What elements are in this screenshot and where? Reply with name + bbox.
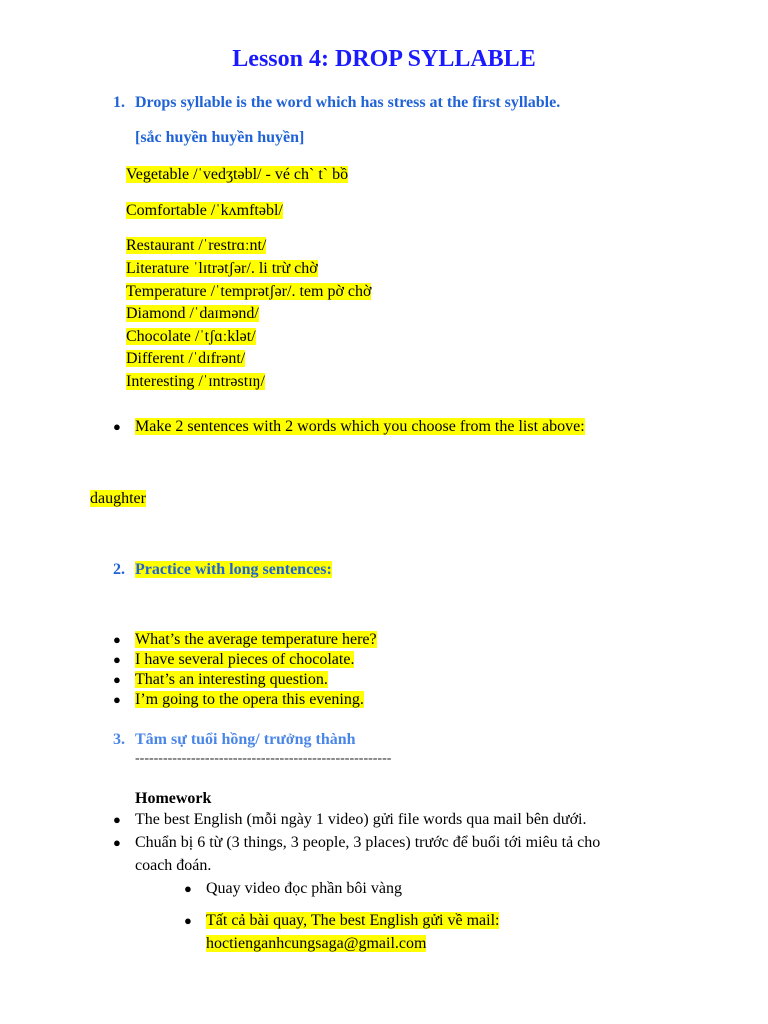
word-list-item <box>126 235 266 257</box>
bullet-icon: ● <box>113 672 121 687</box>
list-item <box>113 832 600 854</box>
bullet-icon: ● <box>184 881 192 896</box>
page-title: Lesson 4: DROP SYLLABLE <box>232 46 536 72</box>
loose-word <box>90 488 146 510</box>
bullet-icon: ● <box>113 835 121 850</box>
section-3-heading <box>113 731 356 749</box>
word-different: Different /ˈdɪfrənt/ <box>126 350 246 367</box>
bullet-icon: ● <box>113 692 121 707</box>
word-chocolate: Chocolate /ˈtʃɑːklət/ <box>126 328 256 345</box>
word-restaurant: Restaurant /ˈrestrɑːnt/ <box>126 237 267 254</box>
word-literature: Literature ˈlɪtrətʃər/. li trừ chờ <box>126 260 318 277</box>
section-2-number: 2. <box>113 561 125 578</box>
homework-item-text: The best English (mỗi ngày 1 video) gửi file words qua mail bên dưới. <box>135 811 587 828</box>
word-temperature: Temperature /ˈtemprətʃər/. tem pờ chờ <box>126 283 372 300</box>
divider-line: ------------------------------------------------------- <box>135 751 392 766</box>
word-vegetable: Vegetable /ˈvedʒtəbl/ - vé ch` t` bồ <box>126 166 349 183</box>
homework-item-continuation: coach đoán. <box>135 857 212 874</box>
section-3-heading-text: Tâm sự tuổi hồng/ trưởng thành <box>135 731 356 748</box>
subitem-text: Quay video đọc phần bôi vàng <box>206 880 402 897</box>
bullet-icon: ● <box>113 812 121 827</box>
word-list-item <box>126 326 256 348</box>
word-list-item <box>126 371 265 393</box>
homework-item-text: Chuẩn bị 6 từ (3 things, 3 people, 3 places) trước để buổi tới miêu tả cho <box>135 834 601 851</box>
section-2-heading <box>113 561 332 579</box>
word-list-item <box>126 258 318 280</box>
list-item <box>113 809 587 831</box>
bullet-icon: ● <box>113 419 121 434</box>
word-comfortable: Comfortable /ˈkʌmftəbl/ <box>126 202 283 219</box>
sentence-text: What’s the average temperature here? <box>135 631 377 648</box>
word-list-item <box>126 164 348 186</box>
word-list-item <box>126 281 371 303</box>
word-list-item <box>126 348 245 370</box>
homework-heading: Homework <box>135 790 212 807</box>
loose-word-text: daughter <box>90 490 146 507</box>
list-item <box>184 910 499 932</box>
sentence-text: I have several pieces of chocolate. <box>135 651 355 668</box>
word-list-item <box>126 303 259 325</box>
section-1-heading-text: Drops syllable is the word which has stress at the first syllable. <box>135 94 561 111</box>
list-item <box>113 690 377 710</box>
sentence-text: I’m going to the opera this evening. <box>135 691 364 708</box>
section-1-heading <box>113 94 560 112</box>
bullet-icon: ● <box>113 652 121 667</box>
section-2-heading-text: Practice with long sentences: <box>135 561 332 578</box>
section-3-number: 3. <box>113 731 125 748</box>
email-line <box>206 933 426 955</box>
sentence-list <box>113 630 377 710</box>
task-text: Make 2 sentences with 2 words which you choose from the list above: <box>135 418 585 435</box>
list-item <box>113 670 377 690</box>
sentence-text: That’s an interesting question. <box>135 671 328 688</box>
bullet-icon: ● <box>184 913 192 928</box>
word-diamond: Diamond /ˈdaɪmənd/ <box>126 305 259 322</box>
tone-pattern: [sắc huyền huyền huyền] <box>135 129 305 146</box>
section-1-number: 1. <box>113 94 125 111</box>
email-address: hoctienganhcungsaga@gmail.com <box>206 935 427 952</box>
word-interesting: Interesting /ˈɪntrəstɪŋ/ <box>126 373 265 390</box>
subitem-text: Tất cả bài quay, The best English gửi về mail: <box>206 912 500 929</box>
task-bullet-item <box>113 416 585 438</box>
list-item <box>113 630 377 650</box>
list-item <box>113 650 377 670</box>
list-item <box>184 878 402 900</box>
word-list-item <box>126 200 283 222</box>
bullet-icon: ● <box>113 632 121 647</box>
